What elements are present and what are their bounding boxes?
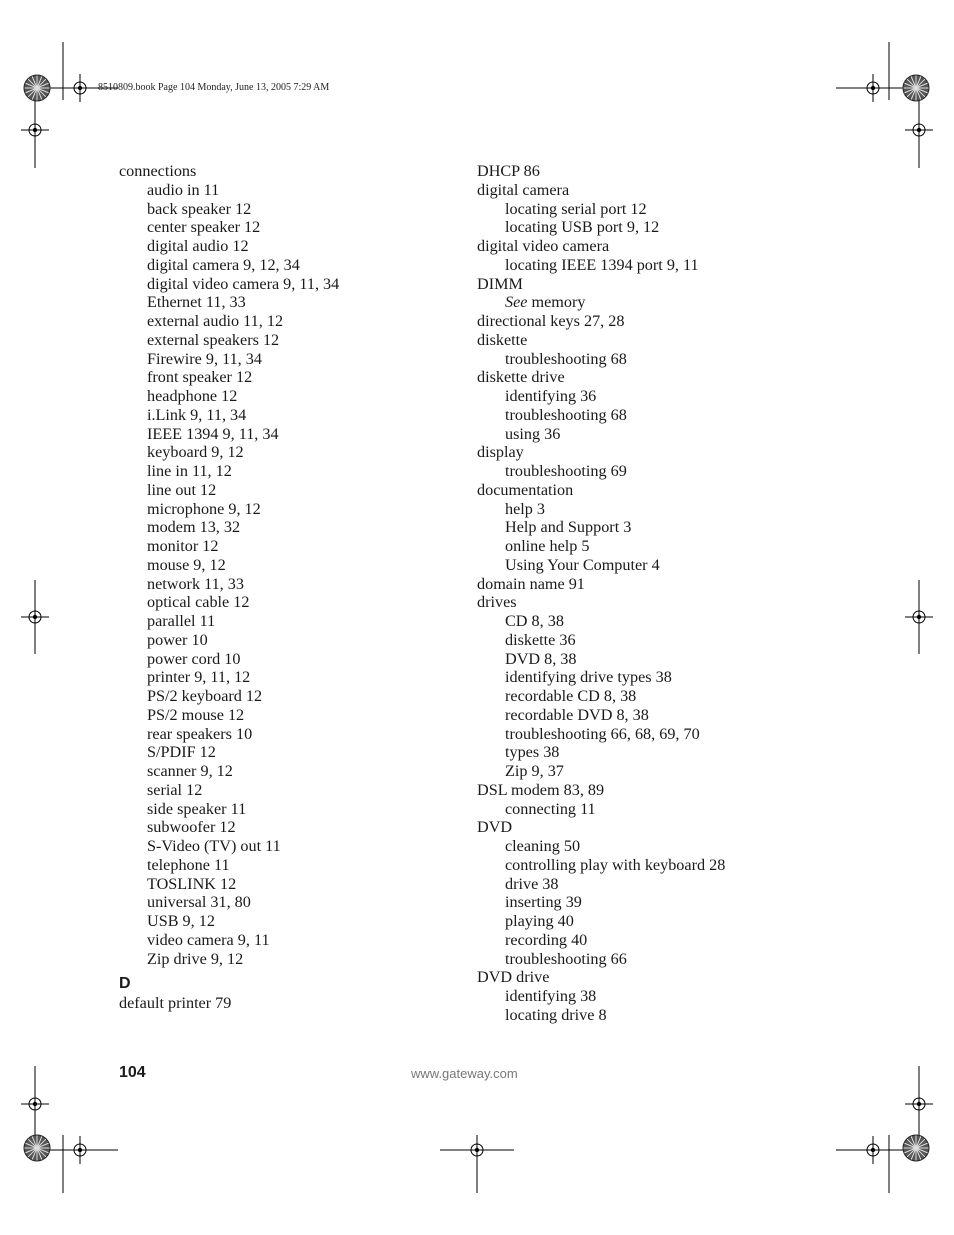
print-header-line: 8510809.book Page 104 Monday, June 13, 2005 7:29 AM [98,82,330,93]
index-entry-text: CD 8, 38 [505,612,564,630]
index-entry-text: types 38 [505,743,560,762]
index-entry-text: network 11, 33 [147,574,244,593]
color-target-icon [24,1135,50,1161]
index-entry-text: digital camera 9, 12, 34 [147,255,300,274]
index-entry-text: troubleshooting 68 [505,405,627,424]
index-entry-text: microphone 9, 12 [147,499,261,518]
index-entry-text: locating serial port 12 [505,199,647,218]
index-entry-text: i.Link 9, 11, 34 [147,405,247,424]
index-entry-text: troubleshooting 69 [505,462,627,480]
registration-mark-icon [859,1136,887,1164]
see-reference-label: See [505,293,528,312]
index-entry-text: PS/2 keyboard 12 [147,687,263,705]
index-entry-text: serial 12 [147,780,203,799]
index-entry-text: identifying 38 [505,987,597,1005]
index-entry-text: Help and Support 3 [505,518,632,537]
registration-mark-icon [66,1136,94,1164]
index-entry-text: Ethernet 11, 33 [147,293,246,312]
index-entry-text: back speaker 12 [147,199,252,218]
index-entry-text: headphone 12 [147,387,238,405]
registration-mark-icon [21,116,49,144]
index-entry-text: DHCP 86 [477,162,540,180]
index-entry-text: drives [477,593,517,612]
index-entry-text: parallel 11 [147,612,216,630]
color-target-icon [903,1135,929,1161]
index-entry-text: diskette drive [477,368,565,387]
index-entry-text: digital camera [477,180,570,199]
index-entry-text: DSL modem 83, 89 [477,780,605,799]
registration-mark-icon [905,603,933,631]
index-entry-text: side speaker 11 [147,799,247,818]
registration-mark-icon [905,116,933,144]
index-entry-text: domain name 91 [477,574,585,593]
index-entry-text: external audio 11, 12 [147,312,284,330]
index-entry-text: digital video camera [477,237,610,255]
index-entry-text: keyboard 9, 12 [147,443,244,462]
index-entry-text: drive 38 [505,874,559,893]
index-entry-text: documentation [477,480,574,499]
index-entry-text: diskette [477,330,528,349]
index-entry-text: using 36 [505,424,561,443]
index-entry-text: connections [119,162,197,180]
index-entry-text: modem 13, 32 [147,518,241,537]
index-entry-text: troubleshooting 68 [505,349,627,368]
index-entry-text: identifying drive types 38 [505,668,672,687]
index-entry-text: recordable CD 8, 38 [505,687,637,705]
index-entry-text: D [119,975,131,993]
index-entry-text: front speaker 12 [147,368,253,387]
index-entry-text: IEEE 1394 9, 11, 34 [147,424,279,443]
index-entry-text: monitor 12 [147,537,219,555]
index-entry-text: directional keys 27, 28 [477,312,625,330]
index-entry-text: locating USB port 9, 12 [505,218,660,237]
index-entry-text: help 3 [505,499,546,518]
index-entry-text: diskette 36 [505,630,576,649]
index-entry-text: playing 40 [505,912,574,930]
index-entry-text: power 10 [147,630,208,649]
index-entry-text: external speakers 12 [147,330,280,349]
index-entry-text: S/PDIF 12 [147,743,216,762]
index-entry-text: troubleshooting 66 [505,949,627,968]
registration-mark-icon [66,74,94,102]
index-entry-text: Zip drive 9, 12 [147,949,244,968]
index-entry-text: line in 11, 12 [147,462,232,480]
index-entry-text: troubleshooting 66, 68, 69, 70 [505,724,700,743]
index-entry-text: digital audio 12 [147,237,249,255]
index-entry-text: Firewire 9, 11, 34 [147,349,262,368]
index-entry-text: subwoofer 12 [147,818,236,837]
index-entry-text: Zip 9, 37 [505,762,564,780]
index-entry-text: video camera 9, 11 [147,930,270,949]
index-entry-text: DVD [477,818,513,837]
registration-mark-icon [21,1090,49,1118]
index-entry-text: S-Video (TV) out 11 [147,837,281,855]
index-entry-text: connecting 11 [505,799,596,818]
index-entry-text: Using Your Computer 4 [505,555,660,574]
index-entry-text: locating IEEE 1394 port 9, 11 [505,255,699,274]
color-target-icon [903,75,929,101]
color-target-icon [24,75,50,101]
index-entry-text: identifying 36 [505,387,597,405]
index-entry-text: universal 31, 80 [147,893,251,912]
registration-mark-icon [859,74,887,102]
index-entry-text: inserting 39 [505,893,582,912]
index-entry-text: mouse 9, 12 [147,555,226,574]
index-entry-text: display [477,443,524,462]
registration-mark-icon [463,1136,491,1164]
footer-url: www.gateway.com [411,1066,518,1081]
index-entry-text: locating drive 8 [505,1005,607,1024]
index-entry-text: PS/2 mouse 12 [147,705,245,724]
index-entry-text: digital video camera 9, 11, 34 [147,274,340,293]
index-entry-text: power cord 10 [147,649,241,668]
index-entry-text: recording 40 [505,930,588,949]
index-entry-text: TOSLINK 12 [147,874,237,893]
index-entry-text: printer 9, 11, 12 [147,668,251,687]
index-entry-text: line out 12 [147,480,217,499]
index-entry-text: center speaker 12 [147,218,261,237]
page-number: 104 [119,1064,146,1081]
registration-mark-icon [905,1090,933,1118]
index-entry-text: DVD drive [477,968,550,987]
index-entry-text: memory [531,293,586,312]
index-entry-text: recordable DVD 8, 38 [505,705,649,724]
index-entry-text: audio in 11 [147,180,220,199]
index-entry-text: DVD 8, 38 [505,649,577,668]
index-entry-text: controlling play with keyboard 28 [505,855,726,874]
index-entry-text: USB 9, 12 [147,912,215,930]
index-entry-text: default printer 79 [119,994,232,1012]
index-entry-text: DIMM [477,274,523,293]
index-entry-text: cleaning 50 [505,837,581,855]
registration-mark-icon [21,603,49,631]
index-entry-text: telephone 11 [147,855,230,874]
index-entry-text: online help 5 [505,537,590,555]
index-entry-text: rear speakers 10 [147,724,253,743]
index-entry-text: scanner 9, 12 [147,762,233,780]
index-entry-text: optical cable 12 [147,593,250,612]
